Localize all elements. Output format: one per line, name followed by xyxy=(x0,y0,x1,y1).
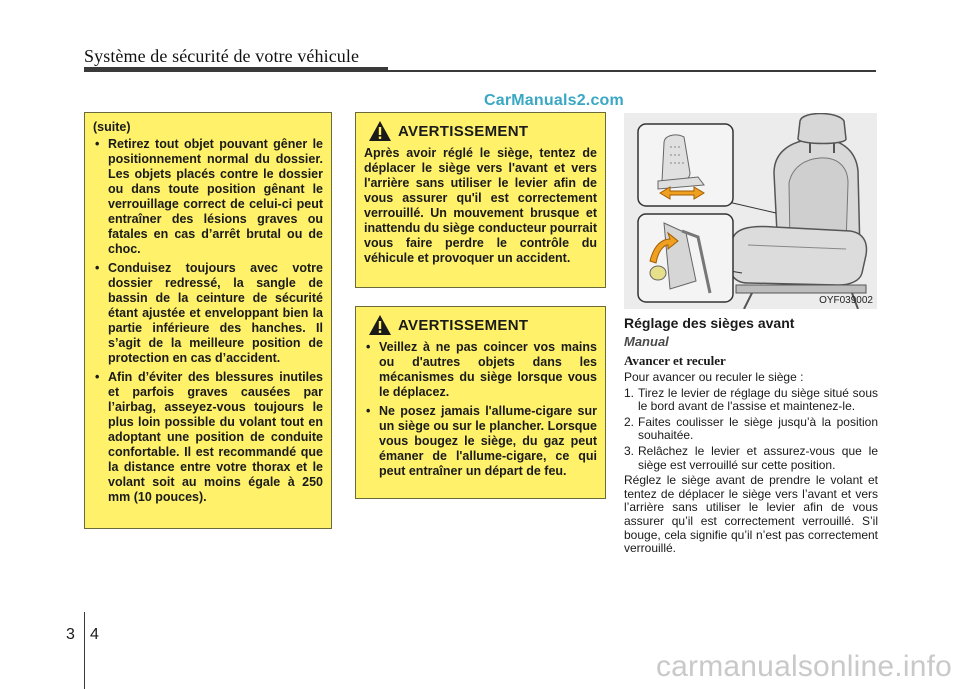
header-rule-thin xyxy=(388,70,876,72)
warning-bullet-list xyxy=(364,340,597,479)
bullet-dot: • xyxy=(95,137,100,151)
caution-box-continued xyxy=(84,112,332,529)
warning-box-seat-lock xyxy=(355,112,606,288)
continued-label: (suite) xyxy=(93,120,131,134)
bullet-dot: • xyxy=(366,404,371,418)
list-item xyxy=(624,416,878,443)
bullet-text: Ne posez jamais l'allume-cigare sur un siège ou sur le plancher. Lorsque vous bougez le siège, du gaz peut émaner de l'allume-cigare, ce qui peut entraîner un départ de feu. xyxy=(379,404,597,478)
warning-title: AVERTISSEMENT xyxy=(398,316,529,334)
page-number: 4 xyxy=(90,626,99,643)
list-item xyxy=(93,370,323,505)
bullet-text: Conduisez toujours avec votre dossier redressé, la sangle de bassin de la ceinture de sécurité étant ajustée et enveloppant bien la partie inférieure des hanches. Il s’agit de la meilleure position de protection en cas d’accident. xyxy=(108,261,323,365)
step-number: 3. xyxy=(624,443,635,458)
step-number: 1. xyxy=(624,385,635,400)
subsection-title: Manual xyxy=(624,334,669,349)
steps-list xyxy=(624,387,878,473)
seat-adjustment-illustration xyxy=(624,113,877,309)
bullet-text: Retirez tout objet pouvant gêner le positionnement normal du dossier. Les objets placés contre le dossier ou dans toute position gênant le verrouillage correct de celui-ci peut entraîner des lésions graves ou fatales en cas d’arrêt brutal ou de choc. xyxy=(108,137,323,256)
section-body xyxy=(624,371,878,556)
bullet-dot: • xyxy=(366,340,371,354)
subsubsection-title: Avancer et reculer xyxy=(624,353,726,368)
bullet-dot: • xyxy=(95,370,100,384)
list-item xyxy=(624,445,878,472)
step-text: Relâchez le levier et assurez-vous que le siège est verrouillé sur cette position. xyxy=(638,443,878,472)
list-item xyxy=(93,261,323,366)
warning-triangle-icon xyxy=(368,314,392,336)
page-chapter-number: 3 xyxy=(66,626,75,643)
list-item xyxy=(364,404,597,479)
caution-bullet-list xyxy=(93,137,323,505)
figure-code: OYF039002 xyxy=(819,295,873,306)
header-rule-thick xyxy=(84,67,388,72)
warning-box-hands-lighter xyxy=(355,306,606,499)
list-item xyxy=(624,387,878,414)
list-item xyxy=(93,137,323,257)
step-number: 2. xyxy=(624,414,635,429)
warning-text: Après avoir réglé le siège, tentez de déplacer le siège vers l'avant et vers l'arrière sans utiliser le levier afin de vous assurer qu'il est correctement verrouillé. Un mouvement brusque et inattendu du siège conducteur pourrait vous faire perdre le contrôle du véhicule et provoquer un accident. xyxy=(364,146,597,265)
warning-triangle-icon xyxy=(368,120,392,142)
section-title: Réglage des sièges avant xyxy=(624,315,795,331)
warning-title: AVERTISSEMENT xyxy=(398,122,529,140)
warning-header xyxy=(364,119,597,143)
bullet-text: Afin d’éviter des blessures inutiles et parfois graves causées par l’airbag, asseyez-vous toujours le plus loin possible du volant tout en adoptant une position de conduite confortable. Il est recommandé que la distance entre votre thorax et le volant soit au moins égale à 250 mm (10 pouces). xyxy=(108,370,323,504)
intro-text: Pour avancer ou reculer le siège : xyxy=(624,370,804,384)
step-text: Tirez le levier de réglage du siège situé sous le bord avant de l'assise et maintenez-le. xyxy=(638,385,878,414)
closing-text: Réglez le siège avant de prendre le volant et tentez de déplacer le siège vers l’avant et vers l’arrière sans utiliser le levier afin de vous assurer qu’il est correctement verrouillé. S’il bouge, cela signifie qu’il n’est pas correctement verrouillé. xyxy=(624,473,878,556)
footer-divider xyxy=(84,612,85,689)
seat-drawing xyxy=(624,113,877,309)
watermark-bottom: carmanualsonline.info xyxy=(655,650,952,683)
warning-header xyxy=(364,313,597,337)
bullet-dot: • xyxy=(95,261,100,275)
step-text: Faites coulisser le siège jusqu’à la position souhaitée. xyxy=(638,414,878,443)
list-item xyxy=(364,340,597,400)
page-header-title: Système de sécurité de votre véhicule xyxy=(84,46,360,66)
bullet-text: Veillez à ne pas coincer vos mains ou d'autres objets dans les mécanismes du siège lorsque vous le déplacez. xyxy=(379,340,597,399)
watermark-top: CarManuals2.com xyxy=(484,92,624,109)
